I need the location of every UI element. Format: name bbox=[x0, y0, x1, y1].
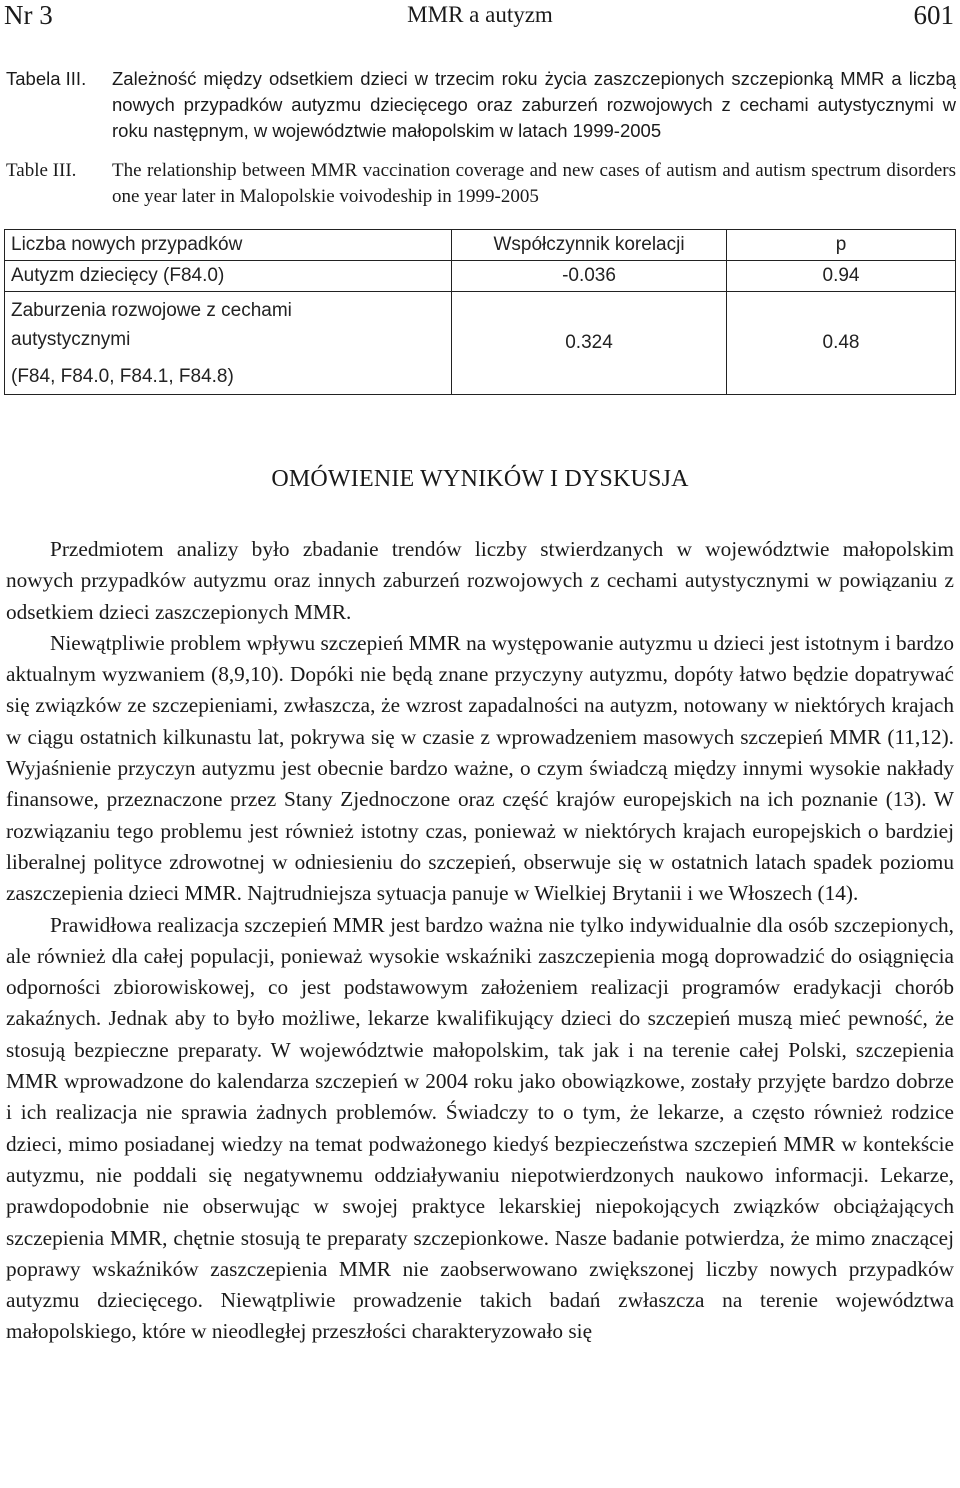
caption-text-english: The relationship between MMR vaccination coverage and new cases of autism and autism spectrum disorders one year later in Malopolskie voivodeship in 1999-2005 bbox=[112, 160, 956, 207]
caption-text-polish: Zależność między odsetkiem dzieci w trzecim roku życia zaszczepionych szczepionką MMR a liczbą nowych przypadków autyzmu dziecięcego oraz zaburzeń rozwojowych z cechami autystycznymi w roku następnym, w województwie małopolskim w latach 1999-2005 bbox=[112, 68, 956, 141]
row-label-asd bbox=[5, 292, 452, 395]
caption-label-english: Table III. bbox=[6, 160, 77, 181]
row-r-autism: -0.036 bbox=[452, 261, 727, 292]
row-p-asd: 0.48 bbox=[727, 292, 956, 395]
issue-number: Nr 3 bbox=[4, 0, 53, 30]
running-header bbox=[0, 0, 960, 40]
body-text bbox=[6, 534, 954, 1348]
correlation-table bbox=[4, 229, 956, 395]
page-number: 601 bbox=[913, 0, 954, 30]
caption-label-polish: Tabela III. bbox=[6, 68, 87, 89]
section-heading: OMÓWIENIE WYNIKÓW I DYSKUSJA bbox=[271, 466, 689, 492]
table-row bbox=[5, 261, 956, 292]
paragraph: Przedmiotem analizy było zbadanie trendów liczby stwierdzanych w województwie małopolskim nowych przypadków autyzmu oraz innych zaburzeń rozwojowych z cechami autystycznymi w powiązaniu z odsetkiem dzieci zaszczepionych MMR. bbox=[6, 537, 954, 624]
row-p-autism: 0.94 bbox=[727, 261, 956, 292]
row-label-asd-line2: autystycznymi bbox=[11, 328, 131, 350]
paragraph: Prawidłowa realizacja szczepień MMR jest bardzo ważna nie tylko indywidualnie dla osób szczepionych, ale również dla całej populacji, ponieważ wysokie wskaźniki zaszczepienia mogą doprowadzić do osiągnięcia odporności zbiorowiskowej, co jest podstawowym założeniem realizacji programów eradykacji chorób zakaźnych. Jednak aby to było możliwe, lekarze kwalifikujący dzieci do szczepień muszą mieć pewność, że stosują bezpieczne preparaty. W województwie małopolskim, tak jak i na terenie całej Polski, szczepienia MMR wprowadzone do kalendarza szczepień w 2004 roku jako obowiązkowe, zostały przyjęte bardzo dobrze i ich realizacja nie sprawia żadnych problemów. Świadczy to o tym, że lekarze, a często również rodzice dzieci, mimo posiadanej wiedzy na temat podważonego kiedyś bezpieczeństwa szczepień MMR w kontekście autyzmu, nie poddali się negatywnemu oddziaływaniu niepotwierdzonych naukowo informacji. Lekarze, prawdopodobnie nie obserwując w swojej praktyce lekarskiej niepokojących związków obciążających szczepienia MMR, chętnie stosują te preparaty szczepionkowe. Nasze badanie potwierdza, że mimo znaczącej poprawy wskaźników zaszczepienia MMR nie zaobserwowano zwiększonej liczby nowych przypadków autyzmu dziecięcego. Niewątpliwie prowadzenie takich badań zwłaszcza na terenie województwa małopolskiego, które w nieodległej przeszłości charakteryzowało się bbox=[6, 912, 954, 1344]
header-cases: Liczba nowych przypadków bbox=[5, 230, 452, 261]
table-header-row bbox=[5, 230, 956, 261]
row-label-autism: Autyzm dziecięcy (F84.0) bbox=[5, 261, 452, 292]
header-correlation: Współczynnik korelacji bbox=[452, 230, 727, 261]
running-title: MMR a autyzm bbox=[407, 2, 553, 27]
row-r-asd: 0.324 bbox=[452, 292, 727, 395]
paragraph: Niewątpliwie problem wpływu szczepień MMR na występowanie autyzmu u dzieci jest istotnym i bardzo aktualnym wyzwaniem (8,9,10). Dopóki nie będą znane przyczyny autyzmu, dopóty łatwo będzie dopatrywać się związków ze szczepieniami, zwłaszcza, że wzrost zapadalności na autyzm, notowany w niektórych krajach w ciągu ostatnich kilkunastu lat, pokrywa się w czasie z wprowadzeniem masowych szczepień MMR (11,12). Wyjaśnienie przyczyn autyzmu jest obecnie bardzo ważne, o czym świadczą między innymi wysokie nakłady finansowe, przeznaczone przez Stany Zjednoczone oraz część krajów europejskich na ich poznanie (13). W rozwiązaniu tego problemu jest również istotny czas, ponieważ w niektórych krajach europejskich o bardziej liberalnej polityce zdrowotnej w odniesieniu do szczepień, obserwuje się w ostatnich latach spadek poziomu zaszczepienia dzieci MMR. Najtrudniejsza sytuacja panuje w Wielkiej Brytanii i we Włoszech (14). bbox=[6, 630, 954, 906]
header-p: p bbox=[727, 230, 956, 261]
row-label-asd-codes: (F84, F84.0, F84.1, F84.8) bbox=[11, 365, 234, 387]
table-row bbox=[5, 292, 956, 395]
row-label-asd-line1: Zaburzenia rozwojowe z cechami bbox=[11, 299, 292, 321]
